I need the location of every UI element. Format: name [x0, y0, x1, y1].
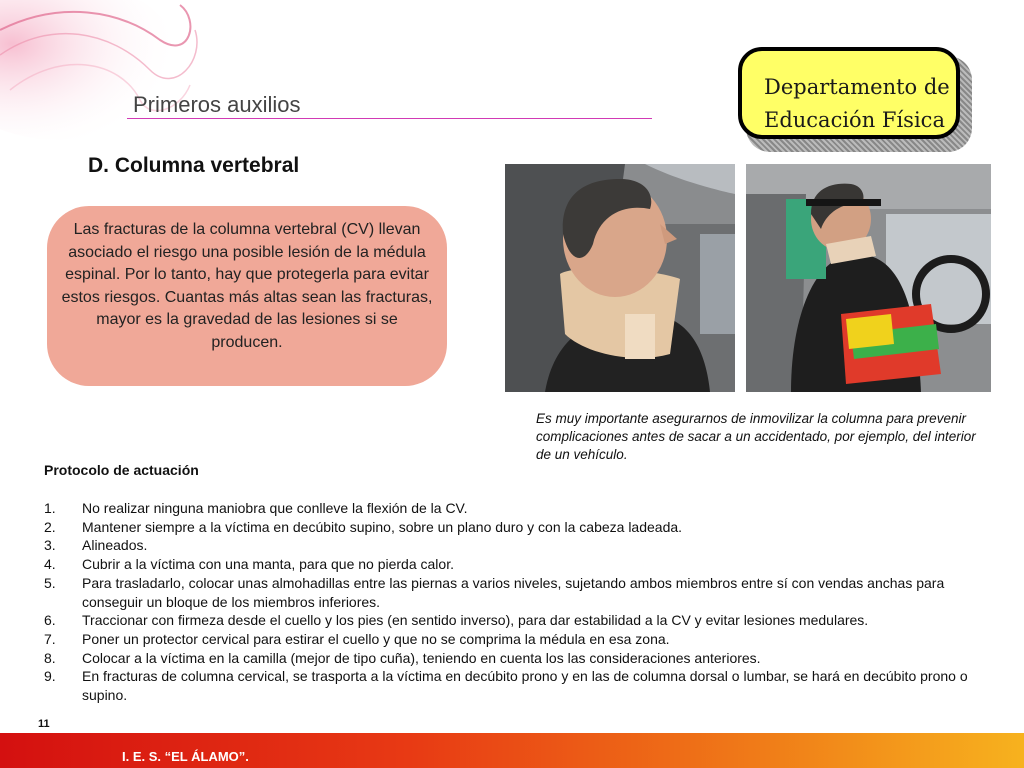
- photo-cervical-collar: [505, 164, 735, 392]
- step-number: 2.: [44, 518, 56, 535]
- list-item: [44, 518, 1004, 537]
- department-line-1: Departamento de: [764, 75, 950, 99]
- step-number: 8.: [44, 649, 56, 666]
- department-line-2: Educación Física: [764, 108, 945, 132]
- title-underline: [127, 118, 652, 119]
- step-text: Para trasladarlo, colocar unas almohadillas entre las piernas a varios niveles, sujetando ambos miembros entre sí con vendas anchas para conseguir un bloque de los miembros inferiores.: [82, 574, 945, 610]
- intro-bubble: Las fracturas de la columna vertebral (CV) llevan asociado el riesgo una posible lesión de la médula espinal. Por lo tanto, hay que protegerla para evitar estos riesgos. Cuantas más altas sean las fracturas, mayor es la gravedad de las lesiones si se producen.: [47, 206, 447, 386]
- page-title: Primeros auxilios: [133, 92, 301, 117]
- step-number: 4.: [44, 556, 56, 573]
- photo-vehicle-immobilization: [746, 164, 991, 392]
- list-item: [44, 630, 1004, 649]
- step-number: 9.: [44, 668, 56, 685]
- list-item: [44, 667, 1004, 704]
- step-text: Alineados.: [82, 537, 148, 554]
- step-text: Poner un protector cervical para estirar el cuello y que no se comprima la médula en esa zona.: [82, 630, 670, 647]
- step-text: En fracturas de columna cervical, se trasporta a la víctima en decúbito prono y en las de columna dorsal o lumbar, se hará en decúbito prono o supino.: [82, 668, 968, 704]
- page-number: 11: [38, 718, 50, 730]
- department-label: [738, 47, 960, 139]
- step-text: No realizar ninguna maniobra que conlleve la flexión de la CV.: [82, 500, 468, 516]
- step-text: Cubrir a la víctima con una manta, para que no pierda calor.: [82, 556, 454, 573]
- step-text: Mantener siempre a la víctima en decúbito supino, sobre un plano duro y con la cabeza ladeada.: [82, 518, 683, 535]
- step-number: 5.: [44, 574, 56, 591]
- list-item: [44, 555, 1004, 574]
- photo-caption: Es muy importante asegurarnos de inmovilizar la columna para prevenir complicaciones antes de sacar a un accidentado, por ejemplo, del interior de un vehículo.: [536, 411, 976, 462]
- protocol-heading: Protocolo de actuación: [44, 462, 199, 478]
- footer-school-name: I. E. S. “EL ÁLAMO”.: [122, 749, 249, 764]
- section-heading: D. Columna vertebral: [88, 154, 300, 177]
- step-number: 6.: [44, 612, 56, 629]
- step-number: 7.: [44, 630, 56, 647]
- list-item: [44, 574, 1004, 611]
- step-text: Traccionar con firmeza desde el cuello y los pies (en sentido inverso), para dar estabilidad a la CV y evitar lesiones medulares.: [82, 612, 869, 629]
- step-text: Colocar a la víctima en la camilla (mejor de tipo cuña), teniendo en cuenta los las consideraciones anteriores.: [82, 649, 761, 666]
- step-number: 3.: [44, 537, 56, 554]
- protocol-steps-list: [44, 499, 1004, 705]
- list-item: [44, 611, 1004, 630]
- step-number: 1.: [44, 500, 56, 516]
- list-item: [44, 649, 1004, 668]
- decorative-swirl: [0, 0, 210, 140]
- list-item: [44, 536, 1004, 555]
- list-item: [44, 499, 1004, 518]
